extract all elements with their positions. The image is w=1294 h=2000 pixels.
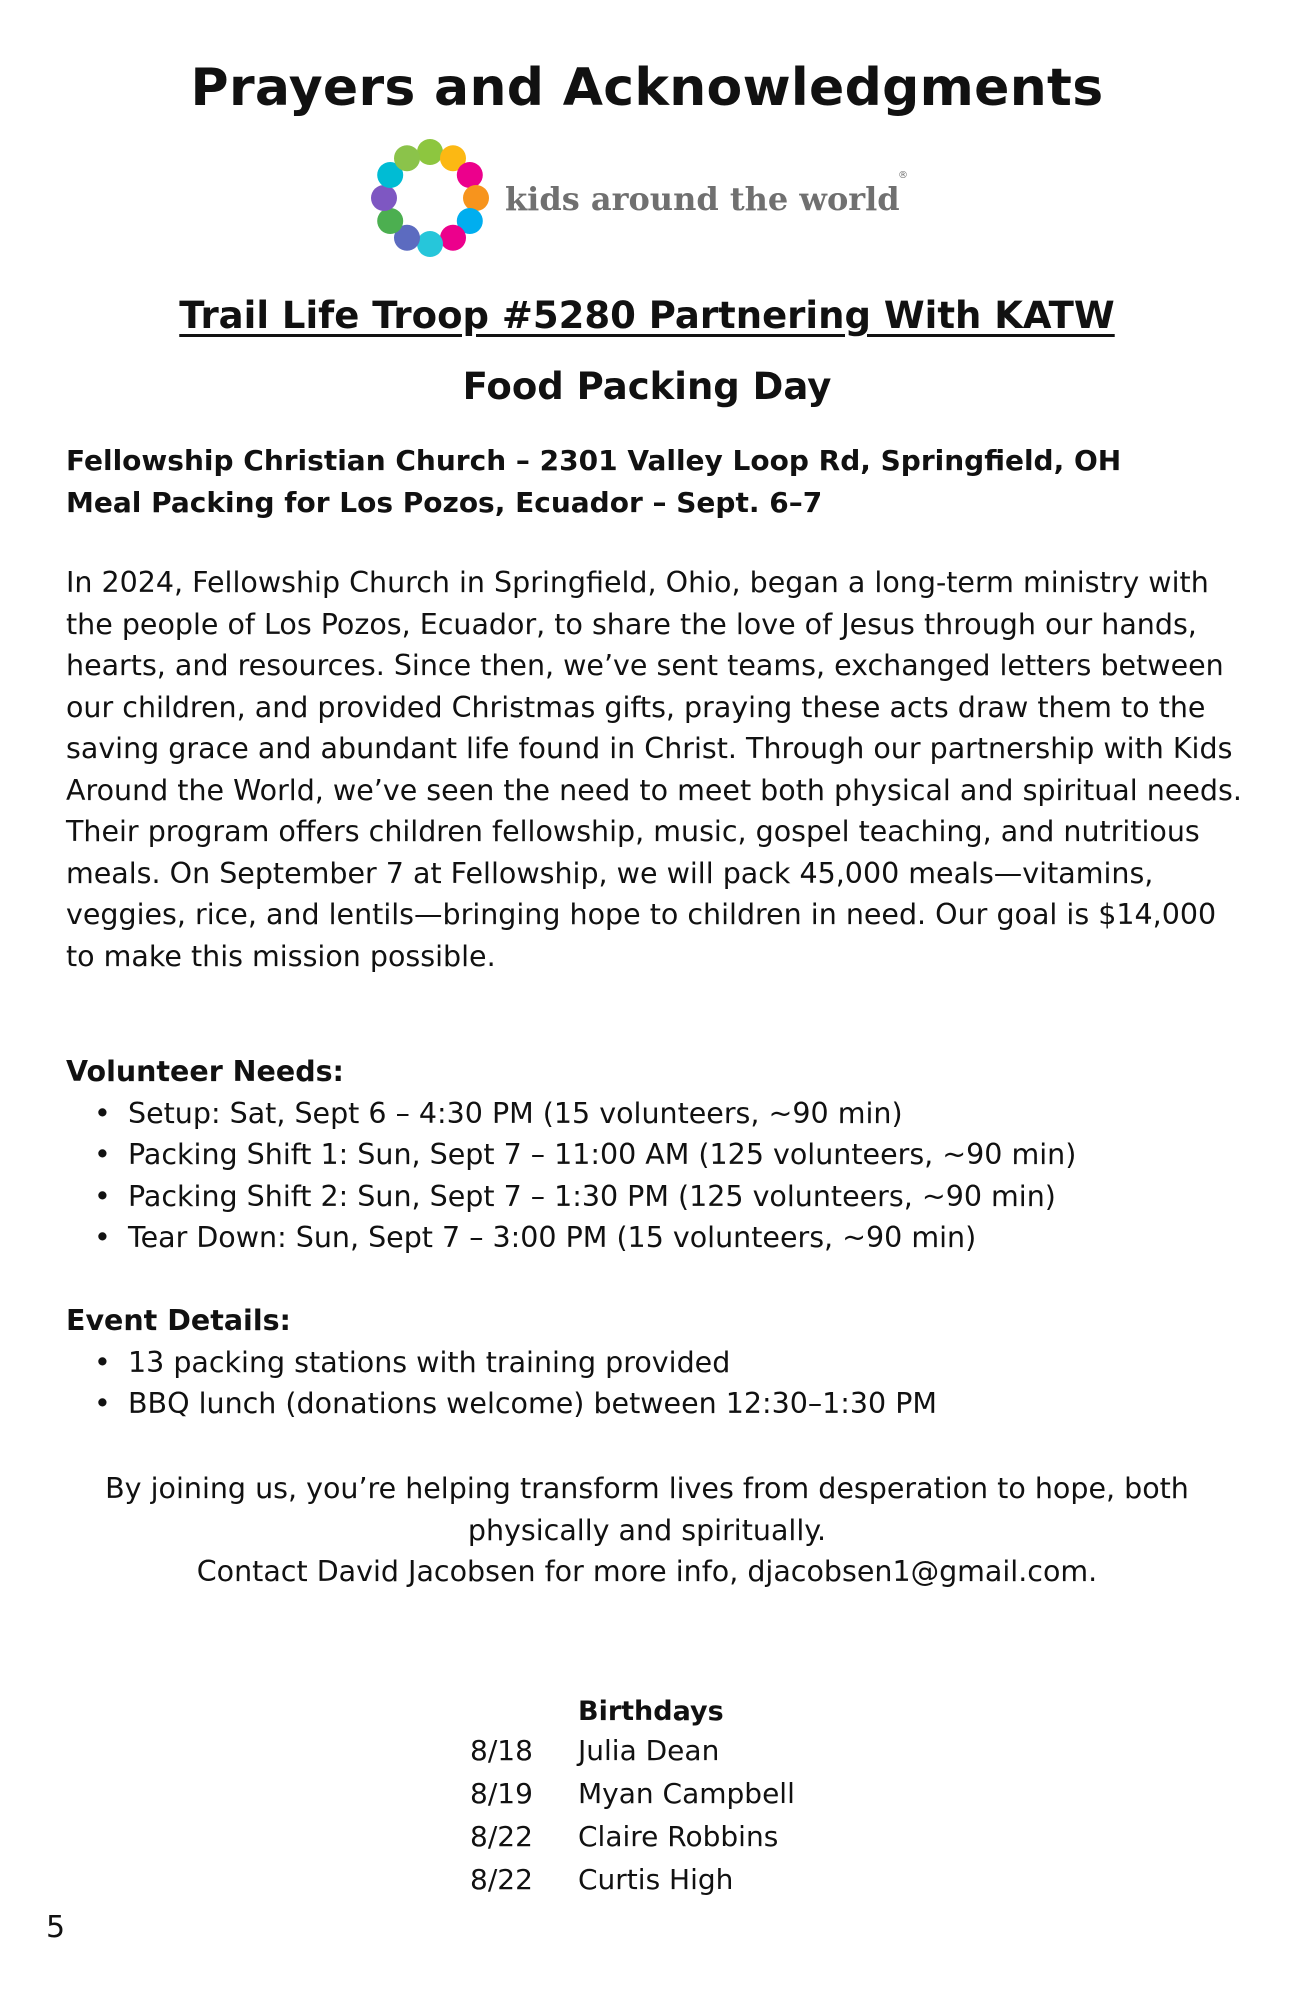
volunteer-needs-section: [66, 1051, 1246, 1259]
troop-heading: Trail Life Troop #5280 Partnering With KATW: [179, 294, 1115, 337]
birthday-date: 8/19: [470, 1777, 533, 1810]
volunteer-needs-title: Volunteer Needs:: [66, 1055, 344, 1088]
contact-line: Contact David Jacobsen for more info, djacobsen1@gmail.com.: [196, 1555, 1098, 1588]
birthday-name: Claire Robbins: [578, 1820, 779, 1853]
logo-dot: [377, 208, 403, 234]
logo-mark-icon: [360, 130, 500, 270]
volunteer-needs-list: [66, 1093, 1246, 1259]
birthday-name: Julia Dean: [578, 1734, 720, 1767]
page-title: Prayers and Acknowledgments: [190, 58, 1104, 118]
birthday-name: Myan Campbell: [578, 1777, 795, 1810]
closing-message: [40, 1468, 1254, 1593]
location-line: Fellowship Christian Church – 2301 Valley Loop Rd, Springfield, OH: [66, 444, 1122, 477]
list-item: • Tear Down: Sun, Sept 7 – 3:00 PM (15 volunteers, ~90 min): [66, 1217, 1246, 1259]
birthday-date: 8/22: [470, 1863, 533, 1896]
meal-packing-line: Meal Packing for Los Pozos, Ecuador – Sept. 6–7: [66, 486, 823, 519]
page-number: 5: [46, 1910, 66, 1945]
logo-dot: [440, 225, 466, 251]
list-item: • Setup: Sat, Sept 6 – 4:30 PM (15 volunteers, ~90 min): [66, 1093, 1246, 1135]
logo-wordmark: kids around the world: [505, 180, 900, 218]
bullet-icon: •: [94, 1387, 111, 1420]
logo-dot: [417, 139, 443, 165]
logo-dot: [394, 145, 420, 171]
event-heading: Food Packing Day: [462, 365, 832, 408]
bullet-icon: •: [94, 1138, 111, 1171]
list-item: • Packing Shift 2: Sun, Sept 7 – 1:30 PM (125 volunteers, ~90 min): [66, 1176, 1246, 1218]
logo-dot: [457, 162, 483, 188]
birthday-name: Curtis High: [578, 1863, 734, 1896]
birthday-date: 8/18: [470, 1734, 533, 1767]
event-intro: [66, 440, 1236, 524]
bullet-icon: •: [94, 1179, 111, 1213]
ministry-description: In 2024, Fellowship Church in Springfield, Ohio, began a long-term ministry with the people of Los Pozos, Ecuador, to share the love of Jesus through our hands, hearts, and resources. Since then, we’ve sent teams, exchanged letters between our children, and provided Christmas gifts, praying these acts draw them to the saving grace and abundant life found in Christ. Through our partnership with Kids Around the World, we’ve seen the need to meet both physical and spiritual needs. Their program offers children fellowship, music, gospel teaching, and nutritious meals. On September 7 at Fellowship, we will pack 45,000 meals—vitamins, veggies, rice, and lentils—bringing hope to children in need. Our goal is $14,000 to make this mission possible.: [66, 566, 1242, 973]
list-item: • Packing Shift 1: Sun, Sept 7 – 11:00 AM (125 volunteers, ~90 min): [66, 1134, 1246, 1176]
list-item: • 13 packing stations with training provided: [66, 1342, 1246, 1384]
registered-mark: ®: [898, 170, 908, 181]
logo-dot: [463, 185, 489, 211]
birthday-date: 8/22: [470, 1820, 533, 1853]
bullet-icon: •: [94, 1345, 111, 1379]
bullet-icon: •: [94, 1096, 111, 1130]
event-details-section: [66, 1300, 1246, 1425]
birthdays-title: Birthdays: [578, 1696, 724, 1727]
closing-line: By joining us, you’re helping transform lives from desperation to hope, both physically and spiritually.: [105, 1472, 1189, 1547]
logo-dot: [417, 231, 443, 257]
bullet-icon: •: [94, 1221, 111, 1254]
event-details-list: [66, 1342, 1246, 1425]
logo-dot: [371, 185, 397, 211]
kids-around-the-world-logo: [360, 130, 920, 270]
event-details-title: Event Details:: [66, 1304, 291, 1337]
list-item: • BBQ lunch (donations welcome) between 12:30–1:30 PM: [66, 1383, 1246, 1425]
